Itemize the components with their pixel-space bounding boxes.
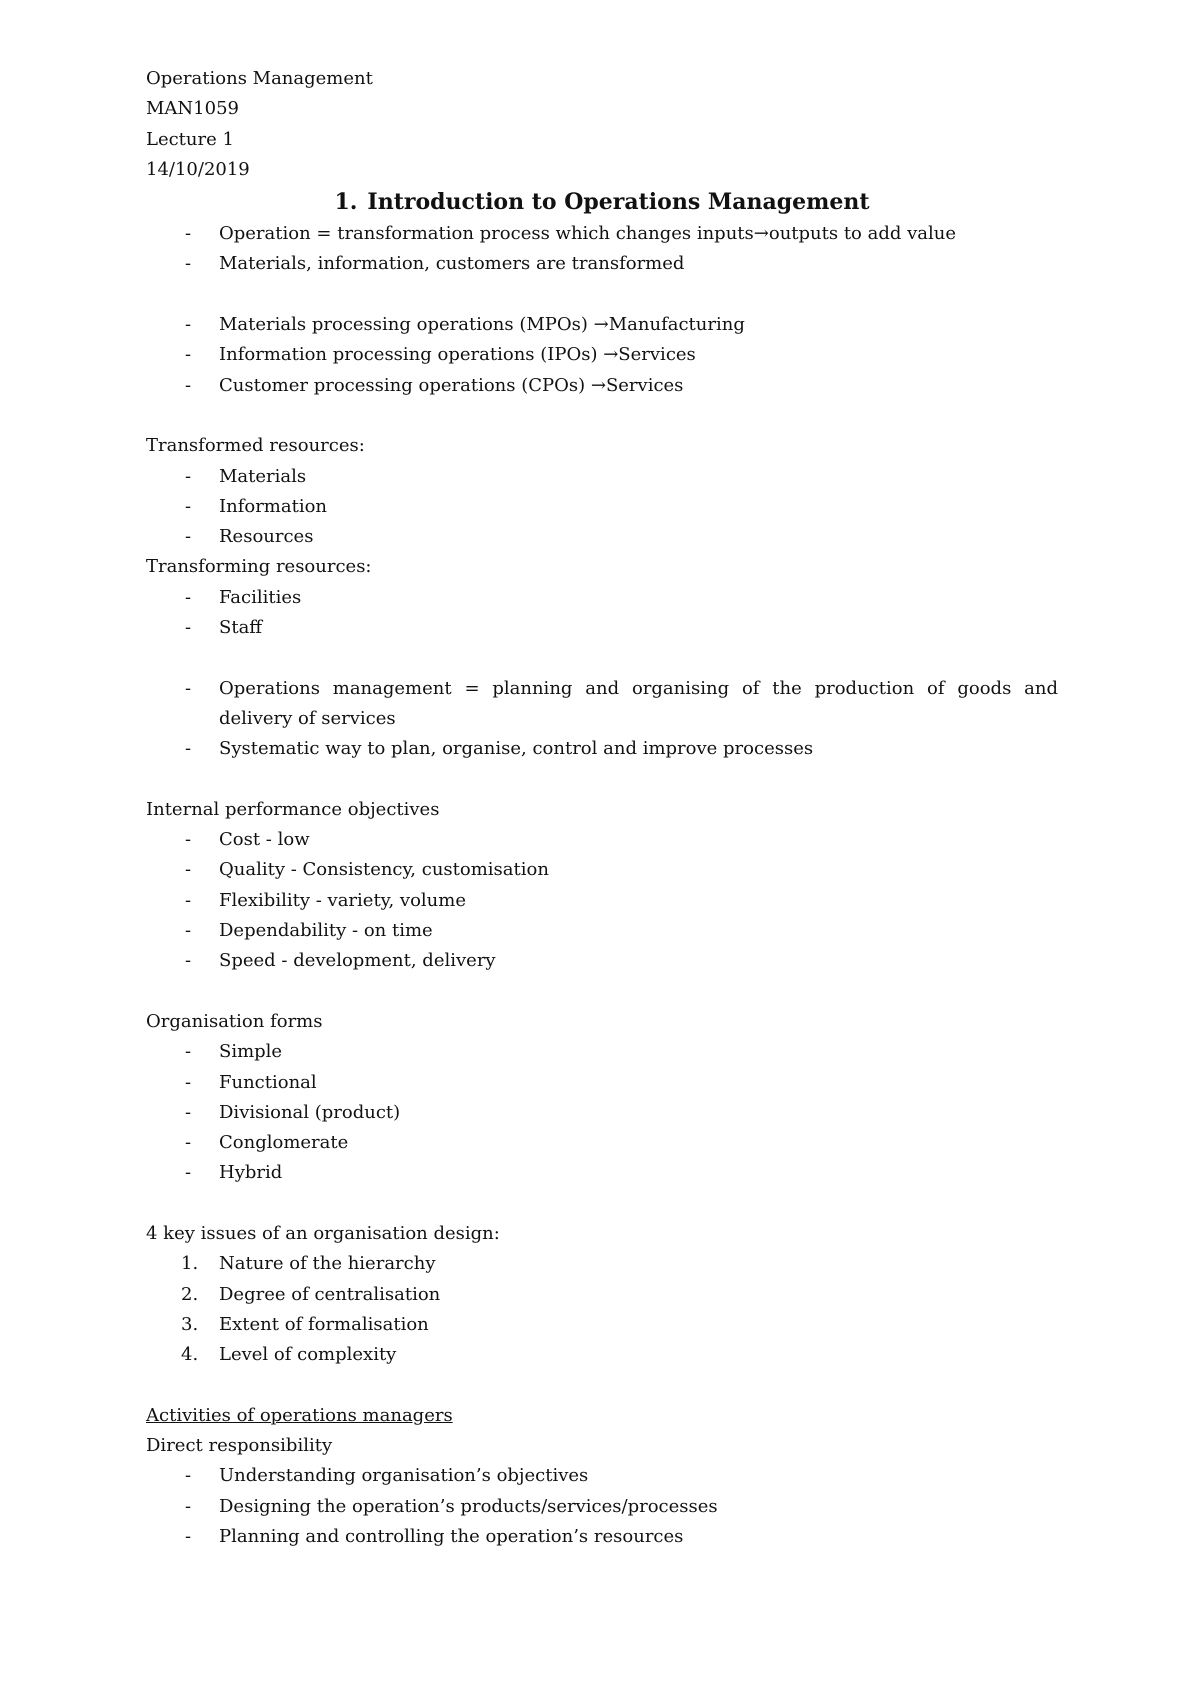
spacer [146, 1189, 1058, 1219]
list-number: 2. [181, 1283, 199, 1305]
list-item: - Flexibility - variety, volume [146, 886, 1058, 916]
dash-bullet: - [185, 495, 192, 517]
operation-types-list [146, 310, 1058, 401]
key-issues-list [146, 1249, 1058, 1370]
list-item: - Hybrid [146, 1158, 1058, 1188]
spacer [146, 1370, 1058, 1400]
objectives-list [146, 825, 1058, 976]
key-issues-heading: 4 key issues of an organisation design: [146, 1222, 500, 1244]
list-item: 4. Level of complexity [146, 1340, 1058, 1370]
dash-bullet: - [185, 314, 192, 336]
list-item: - Planning and controlling the operation’s resources [146, 1522, 1058, 1552]
activities-list [146, 1461, 1058, 1552]
dash-bullet: - [185, 677, 192, 699]
list-item: - Customer processing operations (CPOs) →Services [146, 371, 1058, 401]
list-item: 2. Degree of centralisation [146, 1280, 1058, 1310]
list-number: 4. [181, 1344, 199, 1366]
spacer [146, 977, 1058, 1007]
dash-bullet: - [185, 1525, 192, 1547]
list-item: - Materials [146, 462, 1058, 492]
dash-bullet: - [185, 1495, 192, 1517]
dash-bullet: - [185, 1465, 192, 1487]
dash-bullet: - [185, 586, 192, 608]
spacer [146, 765, 1058, 795]
transformed-heading: Transformed resources: [146, 435, 365, 457]
org-forms-list [146, 1037, 1058, 1188]
list-item: - Materials, information, customers are transformed [146, 249, 1058, 279]
spacer [146, 401, 1058, 431]
list-item: - Dependability - on time [146, 916, 1058, 946]
list-item: - Materials processing operations (MPOs) →Manufacturing [146, 310, 1058, 340]
list-item: - Divisional (product) [146, 1098, 1058, 1128]
list-item: - Operation = transformation process which changes inputs→outputs to add value [146, 219, 1058, 249]
spacer [146, 280, 1058, 310]
list-item: - Operations management = planning and organising of the production of goods and delivery of services [146, 674, 1058, 735]
dash-bullet: - [185, 1162, 192, 1184]
lecture-date: 14/10/2019 [146, 158, 250, 180]
list-item: - Information processing operations (IPOs) →Services [146, 340, 1058, 370]
list-number: 3. [181, 1313, 199, 1335]
dash-bullet: - [185, 1071, 192, 1093]
dash-bullet: - [185, 950, 192, 972]
dash-bullet: - [185, 920, 192, 942]
title-text: Introduction to Operations Management [367, 189, 870, 216]
dash-bullet: - [185, 1101, 192, 1123]
org-forms-heading: Organisation forms [146, 1010, 323, 1032]
course-name: Operations Management [146, 68, 373, 89]
title-number: 1. [334, 189, 358, 216]
list-item: - Speed - development, delivery [146, 946, 1058, 976]
transforming-list [146, 583, 1058, 644]
list-item: - Information [146, 492, 1058, 522]
list-number: 1. [181, 1253, 199, 1275]
list-item: - Facilities [146, 583, 1058, 613]
dash-bullet: - [185, 1132, 192, 1154]
lecture-label: Lecture 1 [146, 128, 234, 150]
transformed-list [146, 462, 1058, 553]
dash-bullet: - [185, 738, 192, 760]
dash-bullet: - [185, 344, 192, 366]
dash-bullet: - [185, 223, 192, 245]
objectives-heading: Internal performance objectives [146, 798, 440, 820]
dash-bullet: - [185, 829, 192, 851]
list-item: - Resources [146, 522, 1058, 552]
dash-bullet: - [185, 617, 192, 639]
dash-bullet: - [185, 889, 192, 911]
list-item: 1. Nature of the hierarchy [146, 1249, 1058, 1279]
dash-bullet: - [185, 374, 192, 396]
dash-bullet: - [185, 465, 192, 487]
list-item: - Designing the operation’s products/services/processes [146, 1492, 1058, 1522]
dash-bullet: - [185, 526, 192, 548]
definition-list [146, 674, 1058, 765]
activities-heading: Activities of operations managers [146, 1404, 453, 1426]
list-item: - Understanding organisation’s objectives [146, 1461, 1058, 1491]
list-item: - Functional [146, 1068, 1058, 1098]
course-code: MAN1059 [146, 98, 239, 120]
spacer [146, 643, 1058, 673]
dash-bullet: - [185, 1041, 192, 1063]
activities-subheading: Direct responsibility [146, 1435, 333, 1457]
dash-bullet: - [185, 253, 192, 275]
list-item: 3. Extent of formalisation [146, 1310, 1058, 1340]
page-title [146, 185, 1058, 219]
dash-bullet: - [185, 859, 192, 881]
intro-list [146, 219, 1058, 280]
list-item: - Quality - Consistency, customisation [146, 855, 1058, 885]
list-item: - Systematic way to plan, organise, control and improve processes [146, 734, 1058, 764]
list-item: - Simple [146, 1037, 1058, 1067]
transforming-heading: Transforming resources: [146, 556, 372, 578]
list-item: - Cost - low [146, 825, 1058, 855]
list-item: - Staff [146, 613, 1058, 643]
document-content [146, 64, 1058, 1552]
list-item: - Conglomerate [146, 1128, 1058, 1158]
